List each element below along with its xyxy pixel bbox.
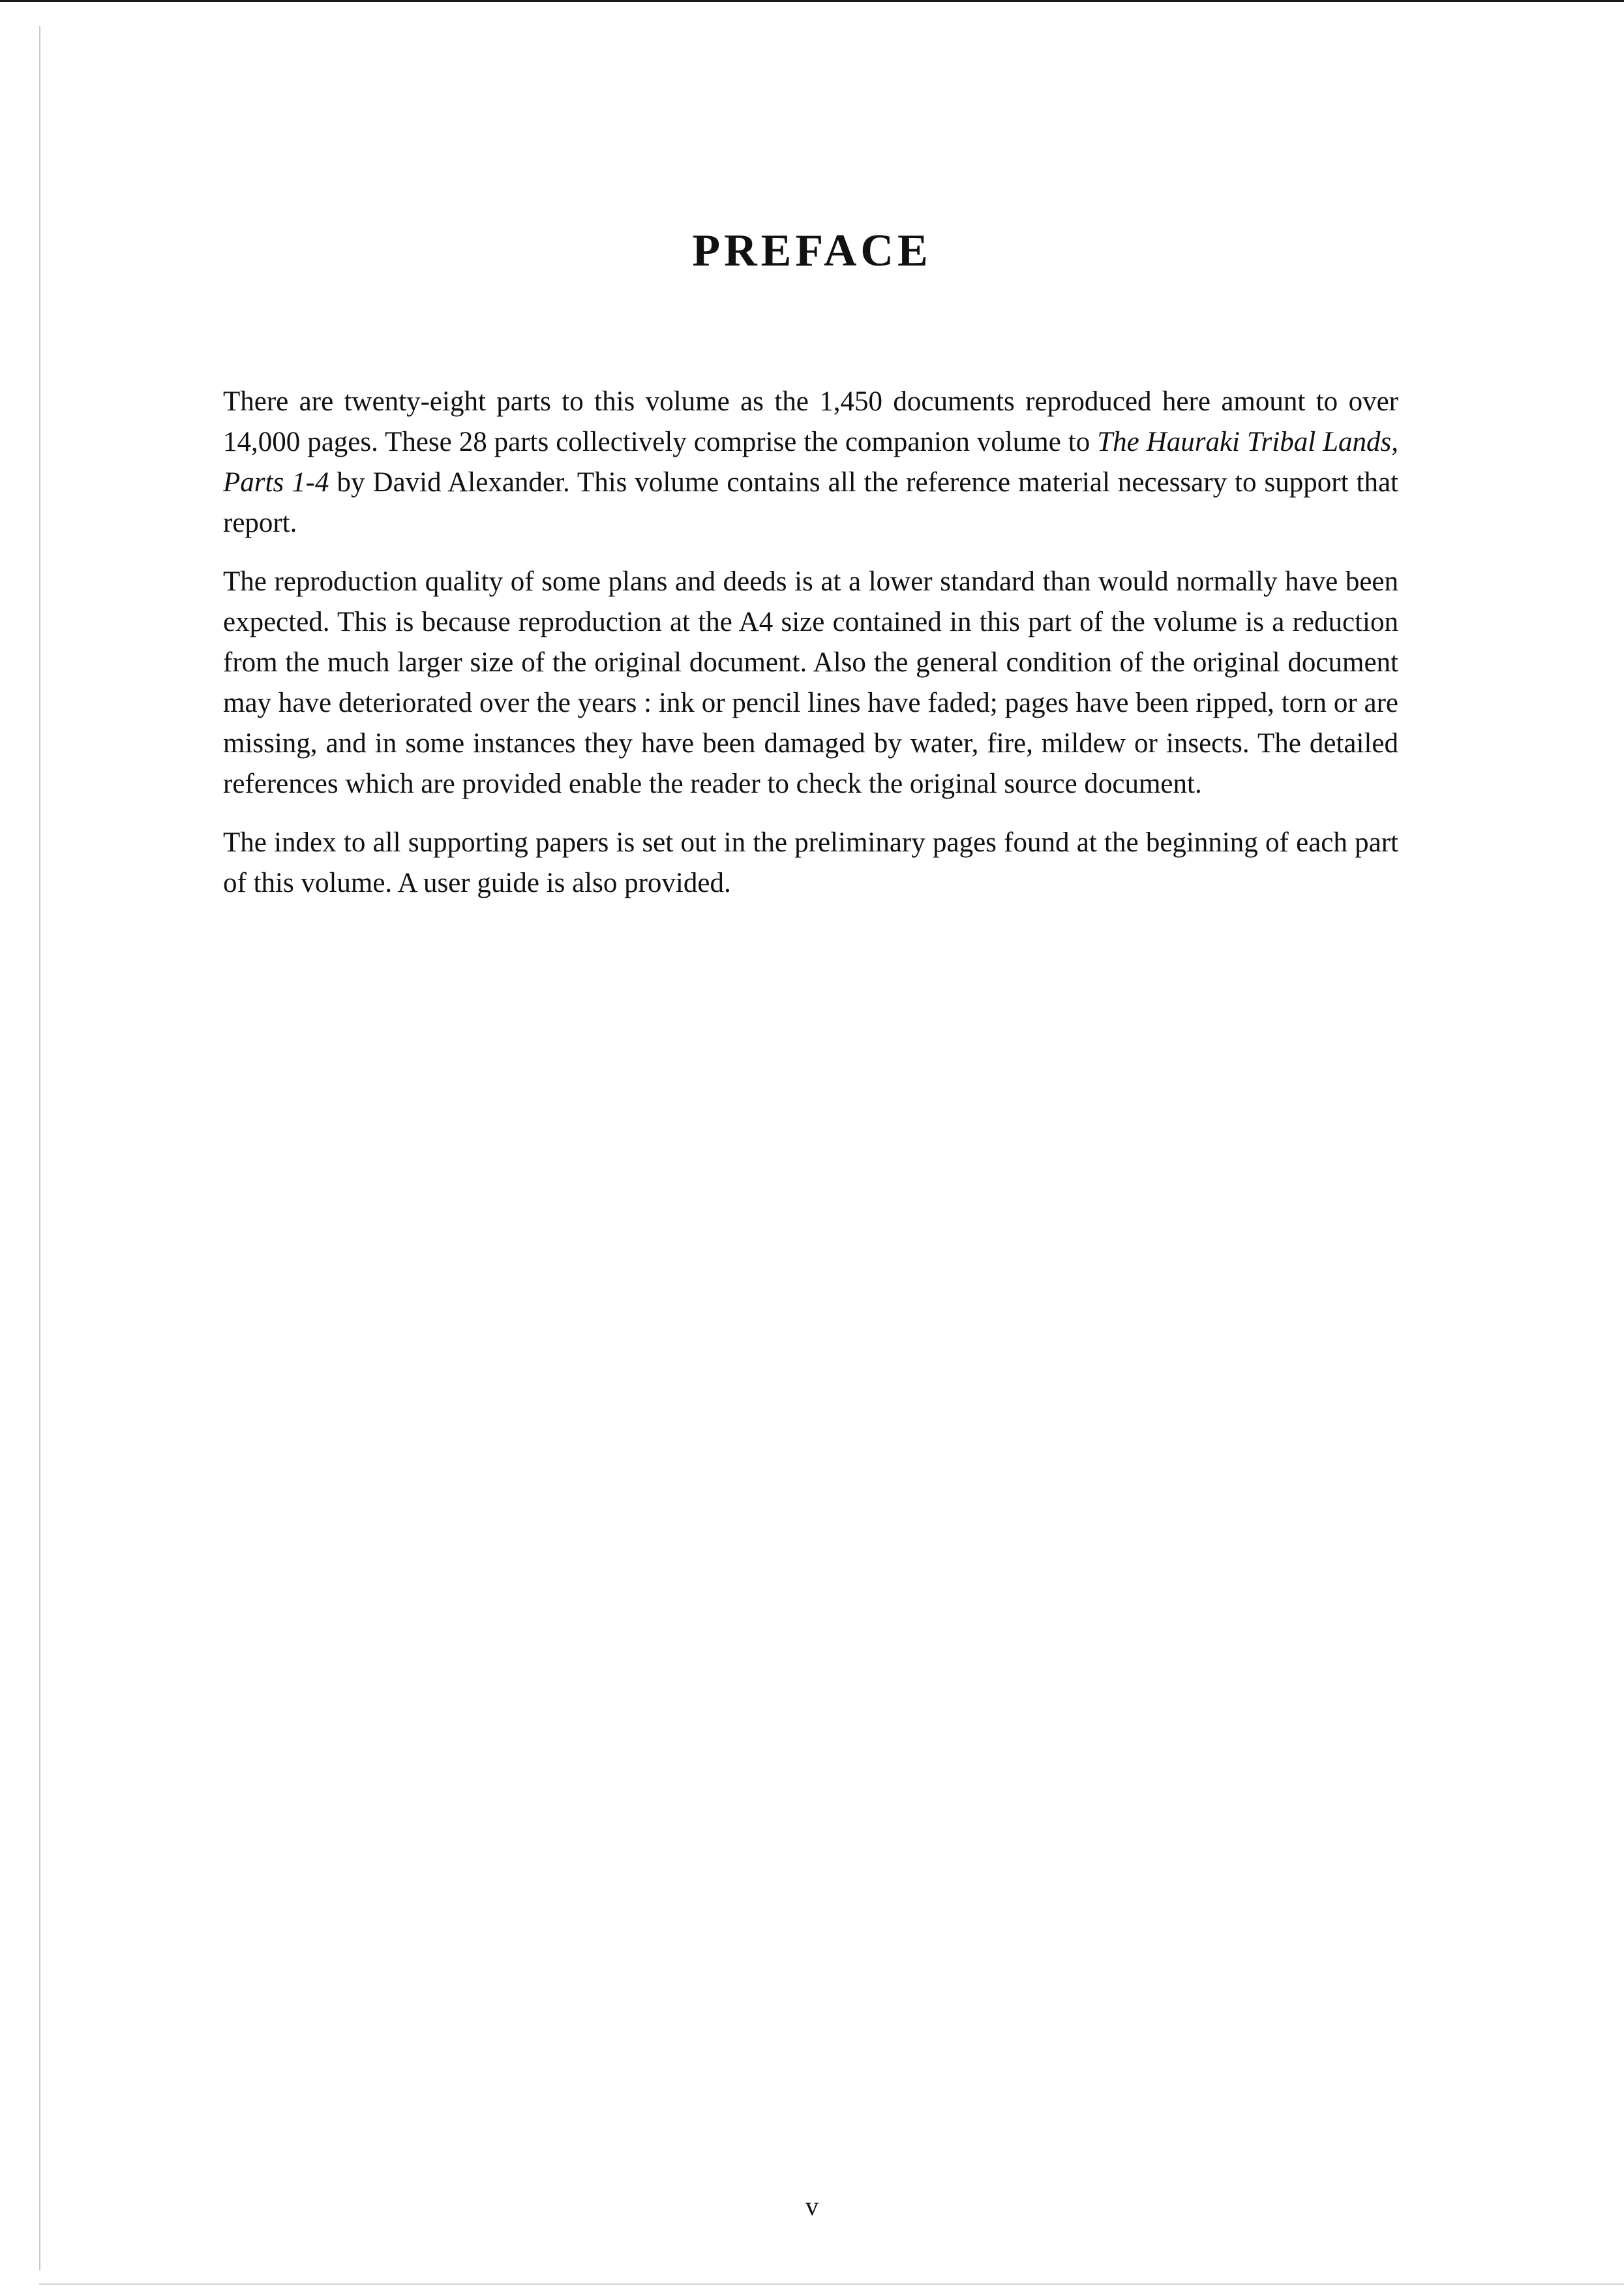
paragraph-1-text-a: There are twenty-eight parts to this volume as the 1,450 documents reproduced here amount to over 14,000 pages. These 28 parts collectively comprise the companion volume to xyxy=(223,386,1398,457)
paragraph-3: The index to all supporting papers is set out in the preliminary pages found at the beginning of each part of this volume. A user guide is also provided. xyxy=(223,827,1398,898)
page-number: v xyxy=(805,2191,819,2221)
body-text xyxy=(223,382,1398,922)
page-title: PREFACE xyxy=(692,226,932,276)
book-title-italic: The Hauraki Tribal Lands, Parts 1-4 xyxy=(223,427,1398,498)
paragraph-1-text-b: by David Alexander. This volume contains all the reference material necessary to support that report. xyxy=(223,467,1399,538)
paragraph-2: The reproduction quality of some plans and deeds is at a lower standard than would normally have been expected. This is because reproduction at the A4 size contained in this part of the volume is a reduction from the much larger size of the original document. Also the general condition of the original document may have deteriorated over the years : ink or pencil lines have faded; pages have been ripped, torn or are missing, and in some instances they have been damaged by water, fire, mildew or insects. The detailed references which are provided enable the reader to check the original source document. xyxy=(223,566,1398,799)
paragraph-1 xyxy=(223,382,1398,543)
